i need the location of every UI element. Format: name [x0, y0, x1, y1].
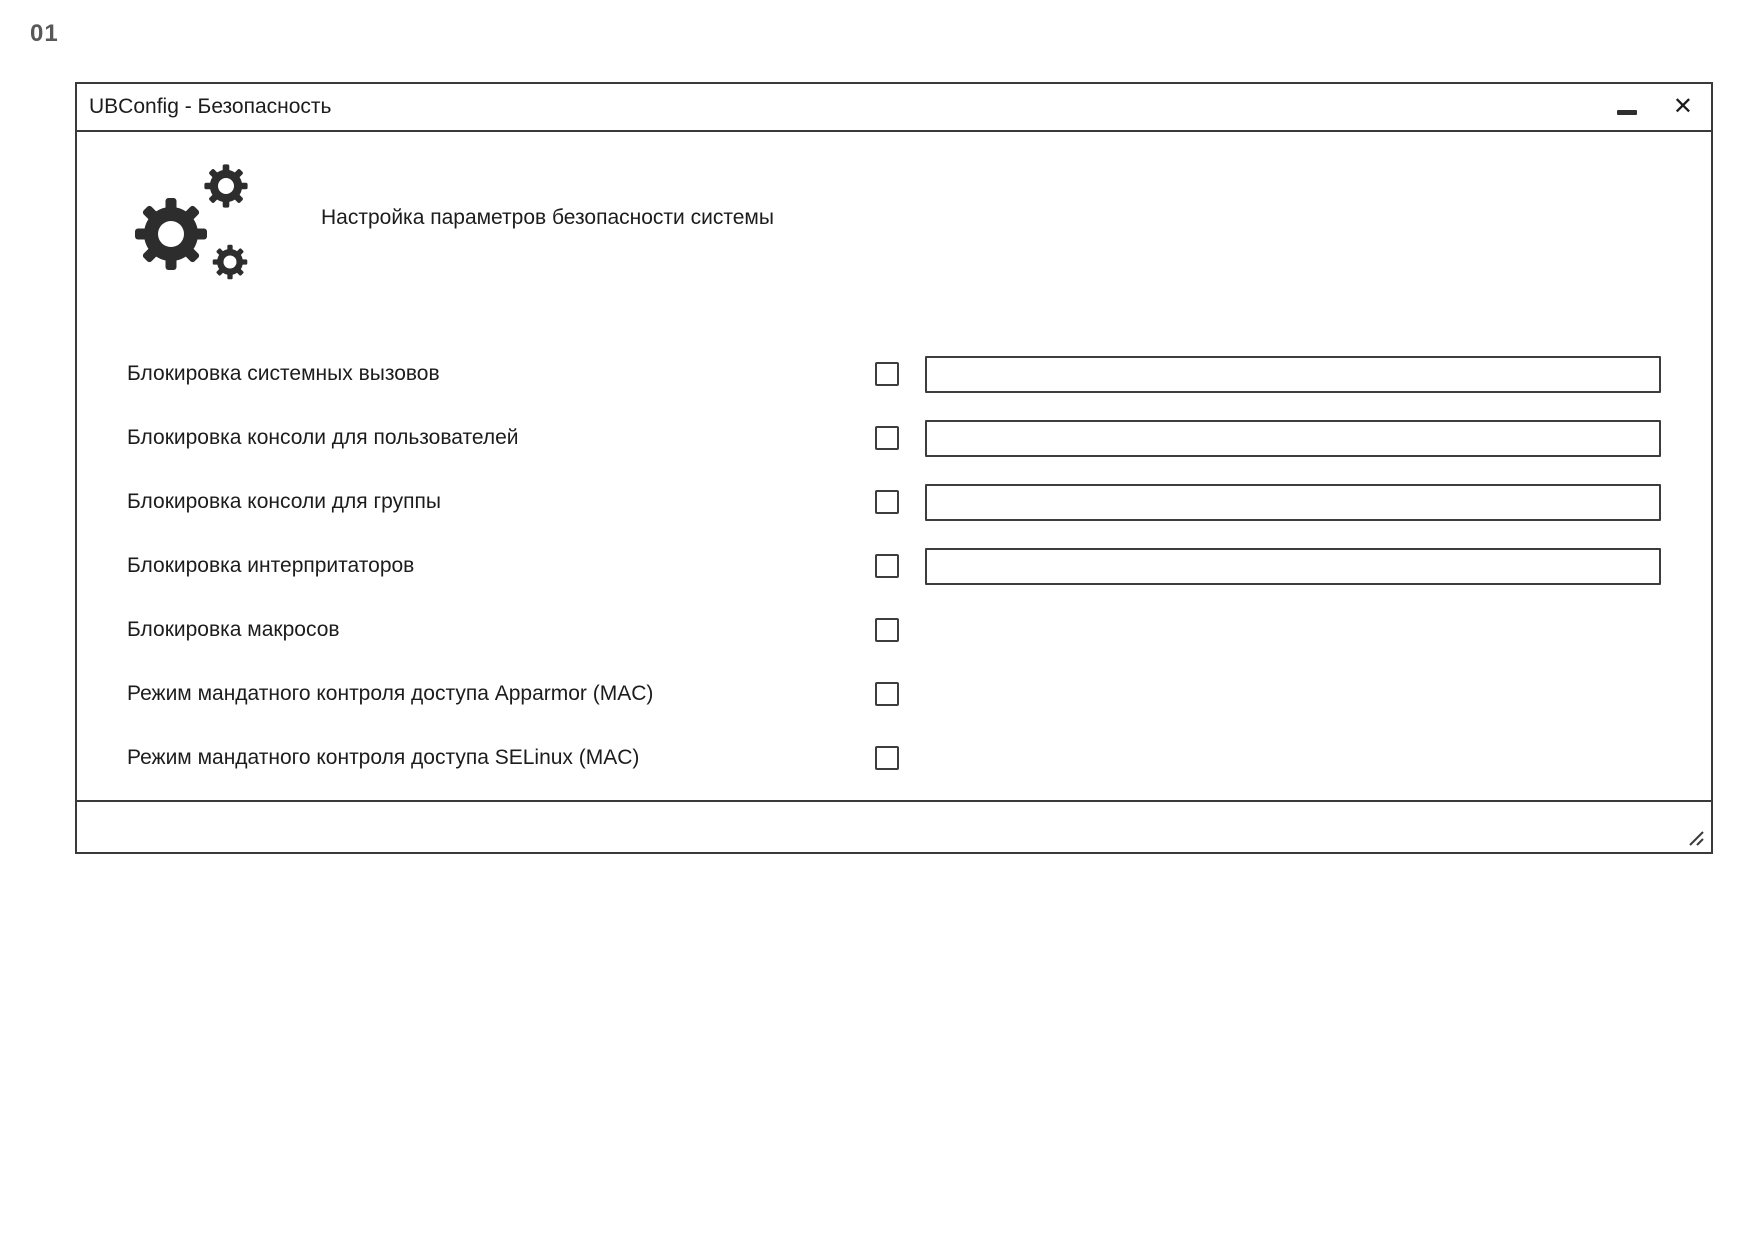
setting-label: Блокировка консоли для группы: [127, 490, 441, 513]
setting-row-apparmor-mac: [127, 662, 1661, 726]
setting-row-macros-block: [127, 598, 1661, 662]
setting-checkbox[interactable]: [875, 490, 899, 514]
setting-checkbox[interactable]: [875, 426, 899, 450]
settings-list: [127, 342, 1661, 790]
setting-checkbox[interactable]: [875, 682, 899, 706]
window-titlebar: [77, 84, 1711, 132]
setting-label: Блокировка консоли для пользователей: [127, 426, 519, 449]
setting-row-interpreters-block: [127, 534, 1661, 598]
header-section: [127, 152, 1661, 284]
setting-row-console-group-block: [127, 470, 1661, 534]
setting-input[interactable]: [925, 484, 1661, 521]
minimize-icon[interactable]: [1617, 110, 1637, 115]
status-bar: [77, 800, 1711, 852]
page-number-label: 01: [30, 20, 59, 47]
ubconfig-security-window: [75, 82, 1713, 854]
setting-label: Блокировка системных вызовов: [127, 362, 440, 385]
setting-input[interactable]: [925, 420, 1661, 457]
setting-checkbox[interactable]: [875, 362, 899, 386]
setting-label: Режим мандатного контроля доступа SELinux (MAC): [127, 746, 640, 769]
setting-label: Блокировка макросов: [127, 618, 340, 641]
setting-checkbox[interactable]: [875, 554, 899, 578]
setting-row-selinux-mac: [127, 726, 1661, 790]
setting-checkbox[interactable]: [875, 746, 899, 770]
window-content: [77, 132, 1711, 800]
gears-icon: [127, 152, 259, 284]
window-title: UBConfig - Безопасность: [89, 95, 332, 118]
setting-checkbox[interactable]: [875, 618, 899, 642]
resize-grip-icon[interactable]: [1681, 823, 1705, 847]
page-title: Настройка параметров безопасности системы: [321, 206, 774, 229]
setting-label: Блокировка интерпритаторов: [127, 554, 415, 577]
setting-row-console-users-block: [127, 406, 1661, 470]
close-icon[interactable]: ✕: [1672, 93, 1693, 120]
setting-input[interactable]: [925, 356, 1661, 393]
setting-input[interactable]: [925, 548, 1661, 585]
setting-label: Режим мандатного контроля доступа Apparmor (MAC): [127, 682, 654, 705]
setting-row-syscall-block: [127, 342, 1661, 406]
